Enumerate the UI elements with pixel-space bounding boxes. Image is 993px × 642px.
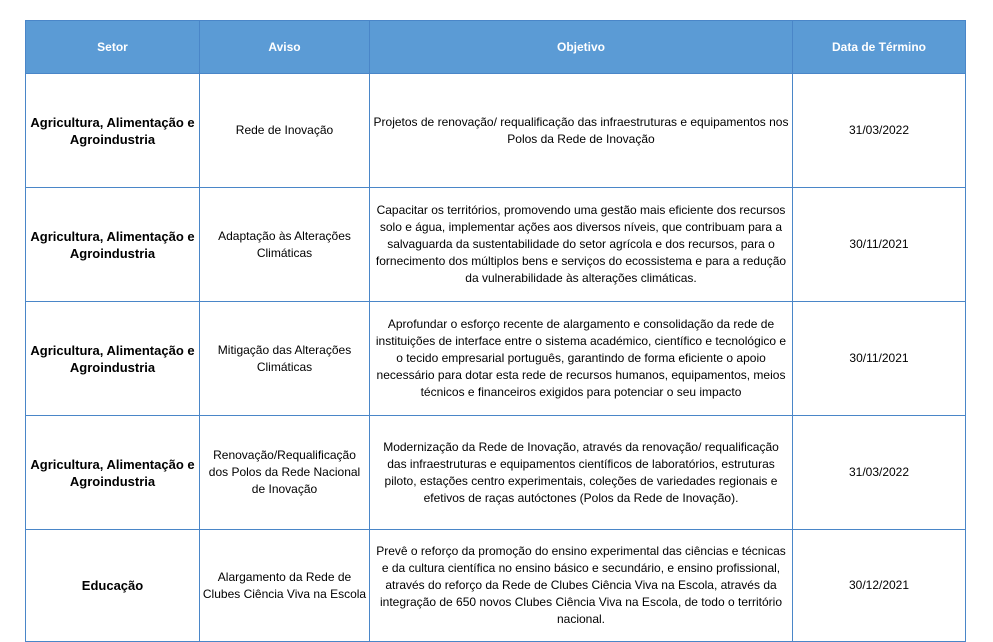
- header-setor: Setor: [26, 21, 200, 74]
- header-row: [26, 21, 966, 74]
- cell-objetivo: Capacitar os territórios, promovendo uma gestão mais eficiente dos recursos solo e água, implementar ações aos diversos níveis, que contribuam para a salvaguarda da sustentabilidade do setor agrícola e dos recursos, para o fornecimento dos múltiplos bens e serviços do ecossistema e para a redução da vulnerabilidade às alterações climáticas.: [370, 188, 793, 302]
- cell-data: 31/03/2022: [793, 74, 966, 188]
- table-row: [26, 530, 966, 642]
- avisos-table: [25, 20, 966, 642]
- cell-objetivo: Modernização da Rede de Inovação, através da renovação/ requalificação das infraestruturas e equipamentos científicos de laboratórios, estruturas piloto, estações centro experimentais, coleções de variedades regionais e efetivos de raças autóctones (Polos da Rede de Inovação).: [370, 416, 793, 530]
- header-aviso: Aviso: [200, 21, 370, 74]
- table-row: [26, 416, 966, 530]
- cell-objetivo: Aprofundar o esforço recente de alargamento e consolidação da rede de instituições de interface entre o sistema académico, científico e tecnológico e o tecido empresarial português, garantindo de forma eficiente o apoio necessário para dotar esta rede de recursos humanos, equipamentos, meios técnicos e financeiros exigidos para potenciar o seu impacto: [370, 302, 793, 416]
- cell-aviso: Adaptação às Alterações Climáticas: [200, 188, 370, 302]
- table-row: [26, 302, 966, 416]
- cell-aviso: Renovação/Requalificação dos Polos da Rede Nacional de Inovação: [200, 416, 370, 530]
- cell-data: 30/11/2021: [793, 302, 966, 416]
- table-row: [26, 74, 966, 188]
- cell-data: 30/11/2021: [793, 188, 966, 302]
- cell-objetivo: Prevê o reforço da promoção do ensino experimental das ciências e técnicas e da cultura científica no ensino básico e secundário, e ensino profissional, através do reforço da Rede de Clubes Ciência Viva na Escola, através da integração de 650 novos Clubes Ciência Viva na Escola, de todo o território nacional.: [370, 530, 793, 642]
- cell-objetivo: Projetos de renovação/ requalificação das infraestruturas e equipamentos nos Polos da Rede de Inovação: [370, 74, 793, 188]
- cell-data: 31/03/2022: [793, 416, 966, 530]
- table-row: [26, 188, 966, 302]
- header-objetivo: Objetivo: [370, 21, 793, 74]
- cell-setor: Agricultura, Alimentação e Agroindustria: [26, 416, 200, 530]
- cell-setor: Agricultura, Alimentação e Agroindustria: [26, 74, 200, 188]
- cell-setor: Educação: [26, 530, 200, 642]
- cell-aviso: Rede de Inovação: [200, 74, 370, 188]
- header-data-termino: Data de Término: [793, 21, 966, 74]
- table-container: [25, 20, 966, 642]
- cell-aviso: Mitigação das Alterações Climáticas: [200, 302, 370, 416]
- cell-aviso: Alargamento da Rede de Clubes Ciência Viva na Escola: [200, 530, 370, 642]
- cell-data: 30/12/2021: [793, 530, 966, 642]
- cell-setor: Agricultura, Alimentação e Agroindustria: [26, 188, 200, 302]
- cell-setor: Agricultura, Alimentação e Agroindustria: [26, 302, 200, 416]
